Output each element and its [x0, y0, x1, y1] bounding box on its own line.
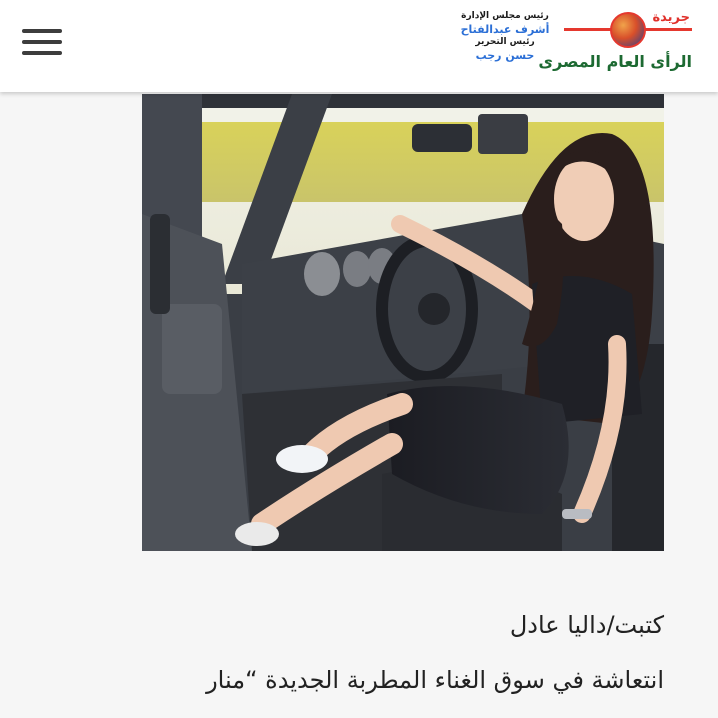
article-byline: كتبت/داليا عادل: [509, 611, 664, 639]
hamburger-menu-icon[interactable]: [22, 26, 64, 58]
menu-bar: [22, 51, 62, 55]
brand-name: الرأى العام المصرى: [538, 52, 692, 71]
editor-role: رئيس التحرير: [475, 37, 535, 47]
menu-bar: [22, 40, 62, 44]
brand-mark: [538, 4, 698, 88]
brand-top-label: جريدة: [652, 10, 690, 25]
site-header: [0, 0, 718, 92]
globe-icon: [610, 12, 646, 48]
editors-credit: [460, 10, 550, 62]
menu-bar: [22, 29, 62, 33]
article-photo: [142, 94, 664, 551]
site-logo[interactable]: [448, 4, 698, 88]
chairman-name: أشرف عبدالفتاح: [460, 23, 550, 36]
editor-name: حسن رجب: [475, 49, 535, 62]
chairman-role: رئيس مجلس الإدارة: [461, 11, 549, 21]
article-body: انتعاشة في سوق الغناء المطربة الجديدة “منار: [206, 666, 664, 694]
